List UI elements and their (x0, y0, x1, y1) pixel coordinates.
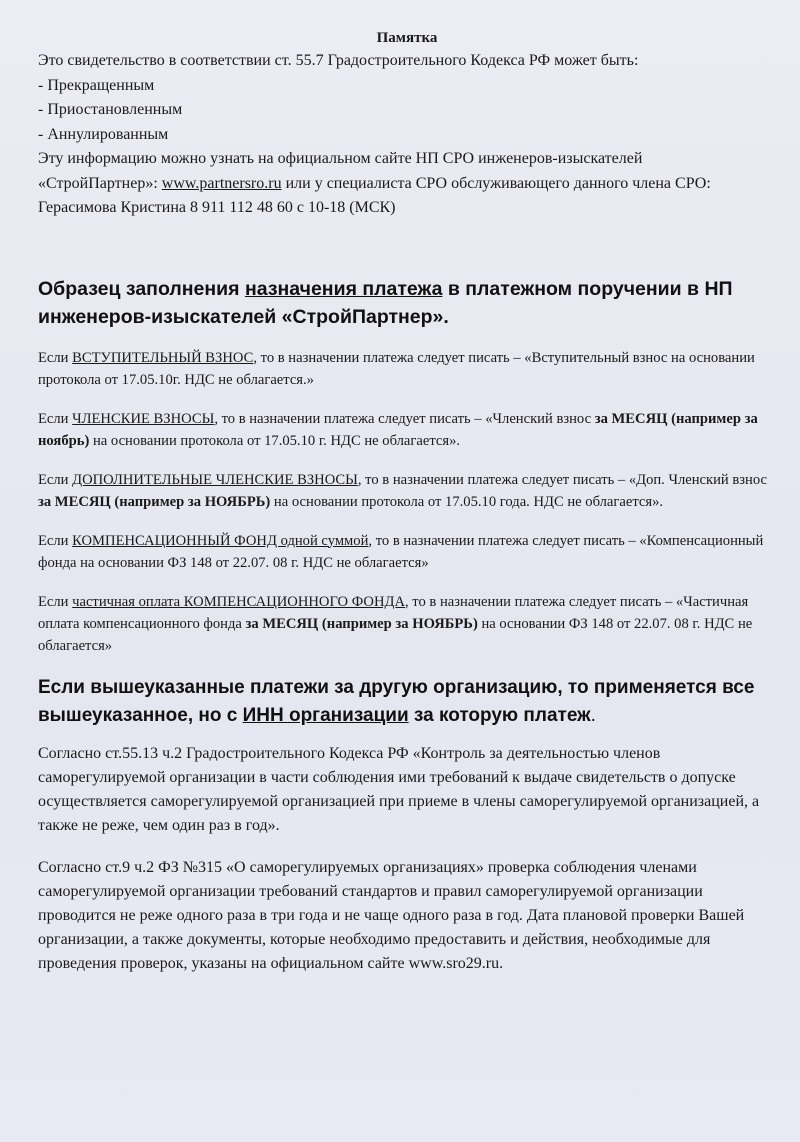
memo-info-line: Эту информацию можно узнать на официальном сайте НП СРО инженеров-изыскателей (38, 150, 643, 167)
memo-item-cancelled: - Аннулированным (38, 125, 169, 143)
partial-compensation-paragraph: Если частичная оплата КОМПЕНСАЦИОННОГО ФОНДА, то в назначении платежа следует писать – «Частичная оплата компенсационного фонда за МЕСЯЦ (например за НОЯБРЬ) на основании ФЗ 148 от 22.07. 08 г. НДС не облагается» (38, 593, 753, 654)
other-organization-heading: Если вышеуказанные платежи за другую организацию, то применяется все вышеуказанное, но с ИНН организации за которую платеж. (38, 676, 755, 726)
sample-heading: Образец заполнения назначения платежа в платежном поручении в НП инженеров-изыскателей «СтройПартнер». (38, 277, 733, 328)
memo-section (38, 30, 776, 221)
partnersro-link[interactable]: www.partnersro.ru (161, 174, 282, 192)
memo-intro: Это свидетельство в соответствии ст. 55.7 Градостроительного Кодекса РФ может быть: (38, 52, 639, 69)
memo-contact: Герасимова Кристина 8 911 112 48 60 с 10-18 (МСК) (38, 199, 396, 216)
membership-fee-paragraph: Если ЧЛЕНСКИЕ ВЗНОСЫ, то в назначении платежа следует писать – «Членский взнос за МЕСЯЦ (например за ноябрь) на основании протокола от 17.05.10 г. НДС не облагается». (38, 410, 758, 449)
entry-fee-paragraph: Если ВСТУПИТЕЛЬНЫЙ ВЗНОС, то в назначении платежа следует писать – «Вступительный взнос на основании протокола от 17.05.10г. НДС не облагается.» (38, 349, 755, 388)
inspection-paragraph: Согласно ст.9 ч.2 ФЗ №315 «О саморегулируемых организациях» проверка соблюдения членами саморегулируемой организации требований стандартов и правил саморегулируемой организации проводится не реже одного раза в три года и не чаще одного раза в год. Дата плановой проверки Вашей организации, а также документы, которые необходимо предоставить и действия, необходимые для проведения проверок, указаны на официальном сайте www.sro29.ru. (38, 858, 745, 972)
memo-item-terminated: - Прекращенным (38, 76, 155, 94)
memo-title: Памятка (376, 30, 438, 46)
memo-info-line-2: «СтройПартнер»: www.partnersro.ru или у специалиста СРО обслуживающего данного члена СРО: (38, 174, 711, 192)
compensation-fund-paragraph: Если КОМПЕНСАЦИОННЫЙ ФОНД одной суммой, то в назначении платежа следует писать – «Компенсационный фонда на основании ФЗ 148 от 22.07. 08 г. НДС не облагается» (38, 532, 764, 571)
control-paragraph: Согласно ст.55.13 ч.2 Градостроительного Кодекса РФ «Контроль за деятельностью членов саморегулируемой организации в части соблюдения ими требований к выдаче свидетельств о допуске осуществляется саморегулируемой организацией при приеме в члены саморегулируемой организацией, а также не реже, чем один раз в год». (38, 744, 760, 834)
additional-fee-paragraph: Если ДОПОЛНИТЕЛЬНЫЕ ЧЛЕНСКИЕ ВЗНОСЫ, то в назначении платежа следует писать – «Доп. Членский взнос за МЕСЯЦ (например за НОЯБРЬ) на основании протокола от 17.05.10 года. НДС не облагается». (38, 471, 767, 510)
memo-item-suspended: - Приостановленным (38, 101, 183, 118)
